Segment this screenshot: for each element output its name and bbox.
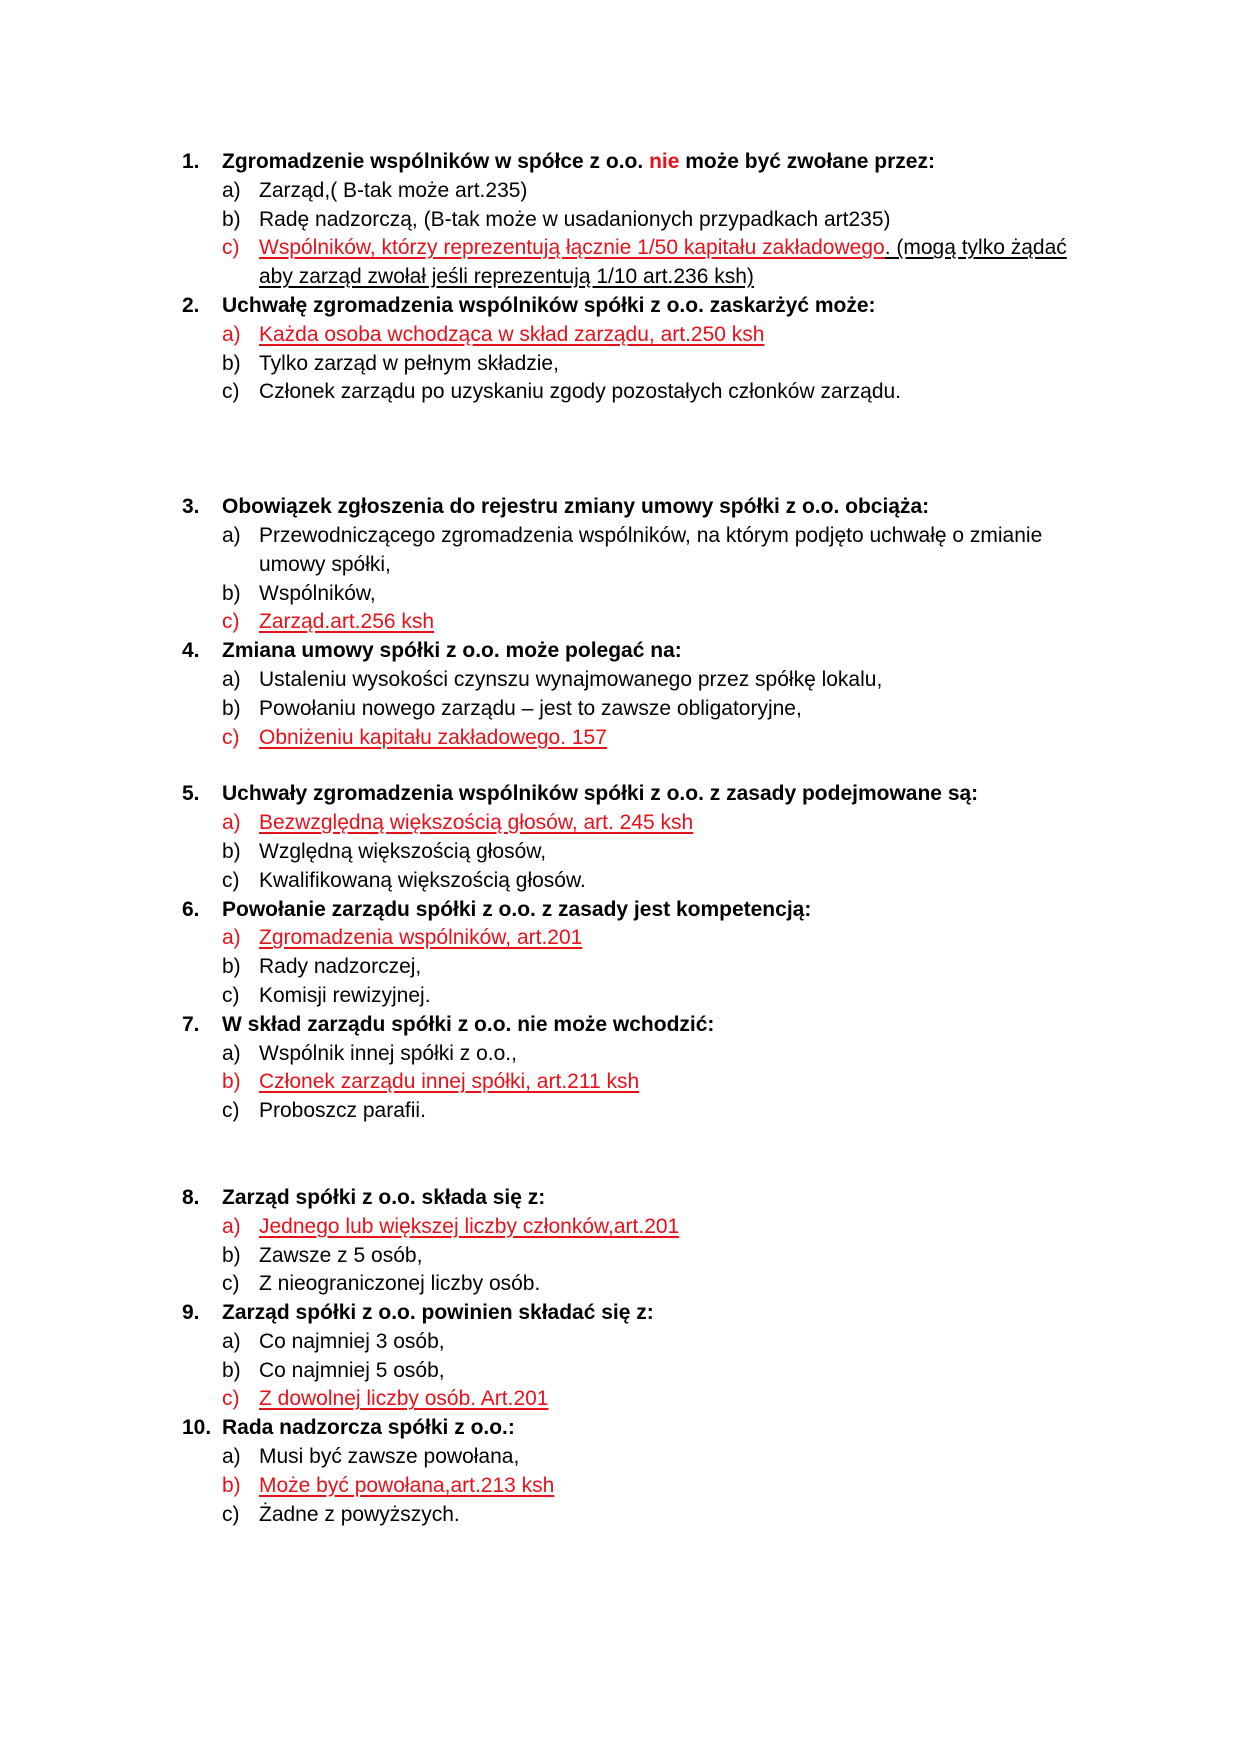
option-letter: a) [222, 926, 241, 950]
option-text: Proboszcz parafii. [259, 1099, 426, 1123]
option-letter: b) [222, 207, 241, 231]
question-text: Zarząd spółki z o.o. powinien składać się z: [222, 1301, 654, 1325]
option-text: Co najmniej 3 osób, [259, 1329, 445, 1353]
option-list [182, 1040, 1082, 1126]
correct-answer: Obniżeniu kapitału zakładowego. 157 [259, 725, 607, 749]
question-6 [182, 896, 1082, 1011]
option-letter: b) [222, 955, 241, 979]
option-letter: b) [222, 1243, 241, 1267]
option-text: Wspólników, [259, 581, 376, 605]
option-a [222, 1040, 1082, 1069]
option-a-correct [222, 1213, 1082, 1242]
answer-note: . (mogą tylko żądać aby zarząd zwołał jeśli reprezentują 1/10 art.236 ksh) [259, 236, 1067, 289]
option-list [182, 522, 1082, 637]
question-1 [182, 148, 1082, 292]
question-header [182, 1299, 1082, 1328]
option-list [182, 924, 1082, 1010]
option-text: Komisji rewizyjnej. [259, 983, 431, 1007]
option-text: Żadne z powyższych. [259, 1502, 460, 1526]
option-c [222, 982, 1082, 1011]
question-text: Zmiana umowy spółki z o.o. może polegać na: [222, 639, 682, 663]
option-a-correct [222, 809, 1082, 838]
question-number: 7. [182, 1012, 200, 1036]
spacer [182, 407, 1082, 465]
question-text: W skład zarządu spółki z o.o. nie może wchodzić: [222, 1012, 715, 1036]
option-letter: c) [222, 1099, 240, 1123]
option-letter: a) [222, 178, 241, 202]
option-c-correct [222, 608, 1082, 637]
option-b [222, 206, 1082, 235]
option-list [182, 1443, 1082, 1529]
option-letter: b) [222, 1473, 241, 1497]
option-text [259, 924, 1082, 953]
correct-answer: Każda osoba wchodząca w skład zarządu, art.250 ksh [259, 322, 765, 346]
option-letter: c) [222, 1502, 240, 1526]
option-a [222, 666, 1082, 695]
spacer [182, 1126, 1082, 1184]
correct-answer: Członek zarządu innej spółki, art.211 ksh [259, 1070, 640, 1094]
question-header [182, 637, 1082, 666]
option-text: Zarząd,( B-tak może art.235) [259, 178, 528, 202]
option-b [222, 1242, 1082, 1271]
question-text: Uchwały zgromadzenia wspólników spółki z o.o. z zasady podejmowane są: [222, 782, 979, 806]
option-b-correct [222, 1068, 1082, 1097]
option-letter: c) [222, 380, 240, 404]
question-text: Powołanie zarządu spółki z o.o. z zasady jest kompetencją: [222, 897, 812, 921]
option-text: Względną większością głosów, [259, 839, 547, 863]
option-text [259, 234, 1082, 292]
option-c [222, 378, 1082, 407]
option-c [222, 1501, 1082, 1530]
option-list [182, 321, 1082, 407]
option-b [222, 580, 1082, 609]
question-number: 10. [182, 1416, 212, 1440]
option-text: Tylko zarząd w pełnym składzie, [259, 351, 559, 375]
correct-answer: Bezwzględną większością głosów, art. 245 ksh [259, 811, 694, 835]
question-text: Rada nadzorcza spółki z o.o.: [222, 1416, 515, 1440]
option-text: Powołaniu nowego zarządu – jest to zawsze obligatoryjne, [259, 696, 802, 720]
question-header [182, 780, 1082, 809]
option-c [222, 867, 1082, 896]
quiz-content [182, 148, 1082, 1529]
question-text: Uchwałę zgromadzenia wspólników spółki z o.o. zaskarżyć może: [222, 293, 876, 317]
option-text [259, 608, 1082, 637]
option-text [259, 1068, 1082, 1097]
option-text: Z nieograniczonej liczby osób. [259, 1272, 541, 1296]
option-text [259, 1385, 1082, 1414]
question-number: 6. [182, 897, 200, 921]
question-9 [182, 1299, 1082, 1414]
option-letter: c) [222, 868, 240, 892]
question-header [182, 148, 1082, 177]
option-a [222, 1443, 1082, 1472]
correct-answer: Z dowolnej liczby osób. Art.201 [259, 1387, 549, 1411]
option-b [222, 695, 1082, 724]
correct-answer: Zgromadzenia wspólników, art.201 [259, 926, 583, 950]
question-header [182, 292, 1082, 321]
option-text: Ustaleniu wysokości czynszu wynajmowanego przez spółkę lokalu, [259, 667, 883, 691]
question-text-start: Zgromadzenie wspólników w spółce z o.o. [222, 150, 650, 173]
option-text: Członek zarządu po uzyskaniu zgody pozostałych członków zarządu. [259, 380, 902, 404]
option-text: Rady nadzorczej, [259, 955, 422, 979]
option-text [259, 724, 1082, 753]
question-number: 2. [182, 293, 200, 317]
option-b [222, 953, 1082, 982]
option-text [259, 1472, 1082, 1501]
option-text: Musi być zawsze powołana, [259, 1445, 520, 1469]
option-c-correct [222, 724, 1082, 753]
option-text: Zawsze z 5 osób, [259, 1243, 423, 1267]
option-letter: a) [222, 1445, 241, 1469]
correct-answer: Zarząd.art.256 ksh [259, 610, 435, 634]
option-text: Wspólnik innej spółki z o.o., [259, 1041, 517, 1065]
question-7 [182, 1011, 1082, 1126]
correct-answer: Jednego lub większej liczby członków,art.201 [259, 1214, 680, 1238]
option-letter: a) [222, 1214, 241, 1238]
question-text-end: może być zwołane przez: [679, 150, 935, 173]
option-b-correct [222, 1472, 1082, 1501]
question-2 [182, 292, 1082, 407]
option-letter: a) [222, 1329, 241, 1353]
option-letter: b) [222, 1358, 241, 1382]
option-list [182, 809, 1082, 895]
option-letter: a) [222, 322, 241, 346]
question-number: 1. [182, 150, 200, 173]
option-letter: c) [222, 983, 240, 1007]
question-number: 8. [182, 1185, 200, 1209]
question-header [182, 1414, 1082, 1443]
option-text [259, 1213, 1082, 1242]
option-a [222, 522, 1082, 580]
option-b [222, 350, 1082, 379]
question-4 [182, 637, 1082, 752]
option-a [222, 1328, 1082, 1357]
option-a-correct [222, 924, 1082, 953]
option-letter: a) [222, 523, 241, 547]
option-letter: b) [222, 581, 241, 605]
option-list [182, 1213, 1082, 1299]
question-8 [182, 1184, 1082, 1299]
question-5 [182, 780, 1082, 895]
question-header [182, 896, 1082, 925]
question-text [222, 148, 935, 177]
option-text: Radę nadzorczą, (B-tak może w usadanionych przypadkach art235) [259, 207, 891, 231]
option-list [182, 1328, 1082, 1414]
question-number: 3. [182, 495, 200, 519]
question-header [182, 1011, 1082, 1040]
option-letter: c) [222, 1387, 240, 1411]
option-letter: c) [222, 1272, 240, 1296]
correct-answer: Wspólników, którzy reprezentują łącznie 1/50 kapitału zakładowego [259, 236, 885, 260]
option-letter: b) [222, 696, 241, 720]
option-text: Kwalifikowaną większością głosów. [259, 868, 586, 892]
option-c-correct [222, 234, 1082, 292]
correct-answer: Może być powołana,art.213 ksh [259, 1473, 555, 1497]
option-a [222, 177, 1082, 206]
option-letter: a) [222, 667, 241, 691]
option-text [259, 809, 1082, 838]
option-letter: b) [222, 839, 241, 863]
question-3 [182, 493, 1082, 637]
question-header [182, 1184, 1082, 1213]
option-c [222, 1270, 1082, 1299]
option-a-correct [222, 321, 1082, 350]
option-text [259, 321, 1082, 350]
question-number: 9. [182, 1301, 200, 1325]
option-list [182, 666, 1082, 752]
option-b [222, 1357, 1082, 1386]
option-list [182, 177, 1082, 292]
option-text: Co najmniej 5 osób, [259, 1358, 445, 1382]
option-c [222, 1097, 1082, 1126]
option-text: Przewodniczącego zgromadzenia wspólników, na którym podjęto uchwałę o zmianie umowy spółki, [259, 523, 1043, 576]
option-letter: b) [222, 1070, 241, 1094]
option-c-correct [222, 1385, 1082, 1414]
option-letter: b) [222, 351, 241, 375]
option-letter: a) [222, 1041, 241, 1065]
question-highlight: nie [649, 150, 680, 173]
option-b [222, 838, 1082, 867]
option-letter: a) [222, 811, 241, 835]
question-number: 5. [182, 782, 200, 806]
question-header [182, 493, 1082, 522]
question-10 [182, 1414, 1082, 1529]
question-text: Zarząd spółki z o.o. składa się z: [222, 1185, 546, 1209]
option-letter: c) [222, 236, 240, 260]
option-letter: c) [222, 725, 240, 749]
question-text: Obowiązek zgłoszenia do rejestru zmiany umowy spółki z o.o. obciąża: [222, 495, 930, 519]
option-letter: c) [222, 610, 240, 634]
spacer [182, 752, 1082, 780]
question-number: 4. [182, 639, 200, 663]
spacer [182, 465, 1082, 493]
